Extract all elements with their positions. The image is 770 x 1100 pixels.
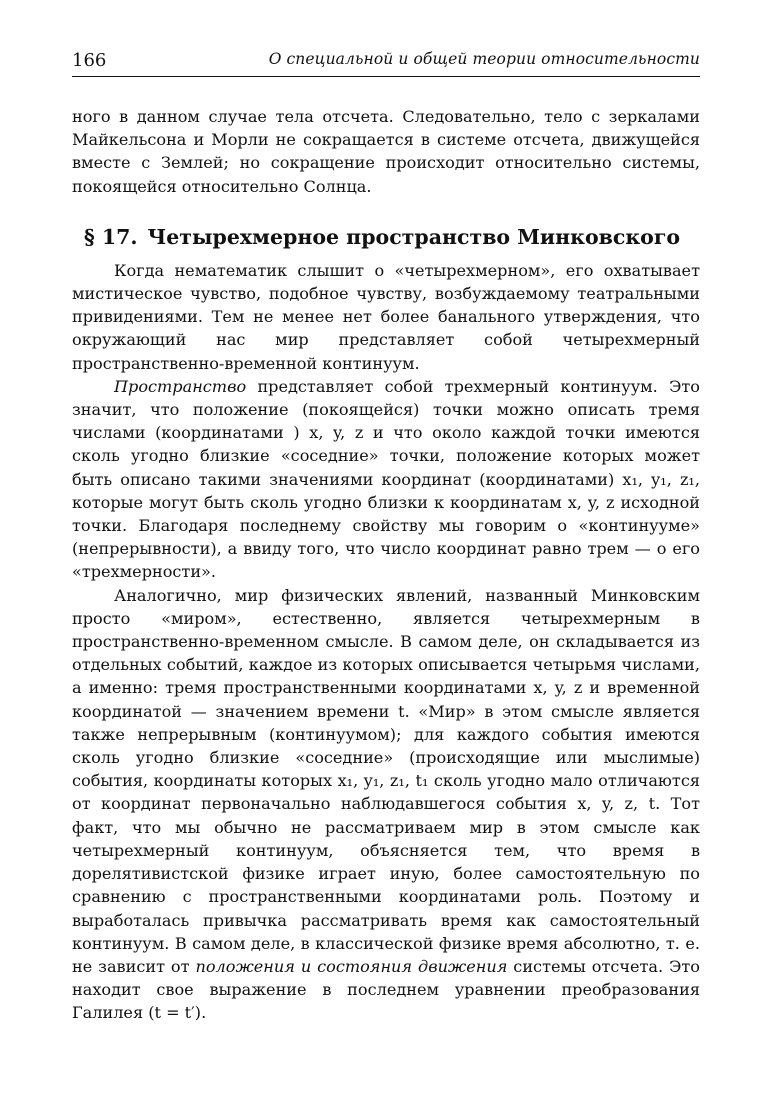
paragraph-text: ного в данном случае тела отсчета. Следовательно, тело с зеркалами Майкельсона и Морли не сокращается в системе отсчета, движущейся вместе с Землей; но сокращение происходит относительно системы, покоящейся относительно Солнца. — [72, 107, 700, 196]
running-head — [72, 50, 700, 77]
section-title: Четырехмерное пространство Минковского — [147, 224, 681, 249]
paragraph-text-end: системы отсчета. Это находит свое выражение в последнем уравнении преобразования Галилея (t = t′). — [72, 956, 700, 1023]
book-page — [72, 50, 700, 1025]
paragraph-space — [72, 375, 700, 584]
paragraph-text: представляет собой трехмерный континуум. Это значит, что положение (покоящейся) точки можно описать тремя числами (координатами ) x, y, z и что около каждой точки имеются сколь угодно близкие «соседние» точки, положение которых может быть описано такими значениями координат (координатами) x₁, y₁, z₁, которые могут быть сколь угодно близки к координатам x, y, z исходной точки. Благодаря последнему свойству мы говорим о «континууме» (непрерывности), а ввиду того, что число координат равно трем — о его «трехмерности». — [72, 376, 700, 582]
paragraph-text: Аналогично, мир физических явлений, названный Минковским просто «миром», естественно, является четырехмерным в пространственно-временном смысле. В самом деле, он складывается из отдельных событий, каждое из которых описывается четырьмя числами, а именно: тремя пространственными координатами x, y, z и временной координатой — значением времени t. «Мир» в этом смысле является также непрерывным (континуумом); для каждого события имеются сколь угодно близкие «соседние» (происходящие или мыслимые) события, координаты которых x₁, y₁, z₁, t₁ сколь угодно мало отличаются от координат первоначально наблюдавшегося события x, y, z, t. Тот факт, что мы обычно не рассматриваем мир в этом смысле как четырехмерный континуум, объясняется тем, что время в дорелятивистской физике играет иную, более самостоятельную по сравнению с пространственными координатами роль. Поэтому и выработалась привычка рассматривать время как самостоятельный континуум. В самом деле, в классической физике время абсолютно, т. е. не зависит от — [72, 585, 700, 976]
paragraph-world — [72, 584, 700, 1025]
emphasis-position-state: положения и состояния движения — [195, 956, 508, 976]
paragraph-intro — [72, 259, 700, 375]
running-title: О специальной и общей теории относительности — [268, 50, 700, 68]
paragraph-continuation — [72, 105, 700, 198]
section-number: § 17. — [84, 224, 138, 249]
page-number: 166 — [72, 50, 107, 71]
emphasis-space: Пространство — [114, 376, 247, 396]
section-heading — [72, 225, 700, 249]
paragraph-text: Когда нематематик слышит о «четырехмерном», его охватывает мистическое чувство, подобное чувству, возбуждаемому театральными привидениями. Тем не менее нет более банального утверждения, что окружающий нас мир представляет собой четырехмерный пространственно-временной континуум. — [72, 260, 700, 373]
